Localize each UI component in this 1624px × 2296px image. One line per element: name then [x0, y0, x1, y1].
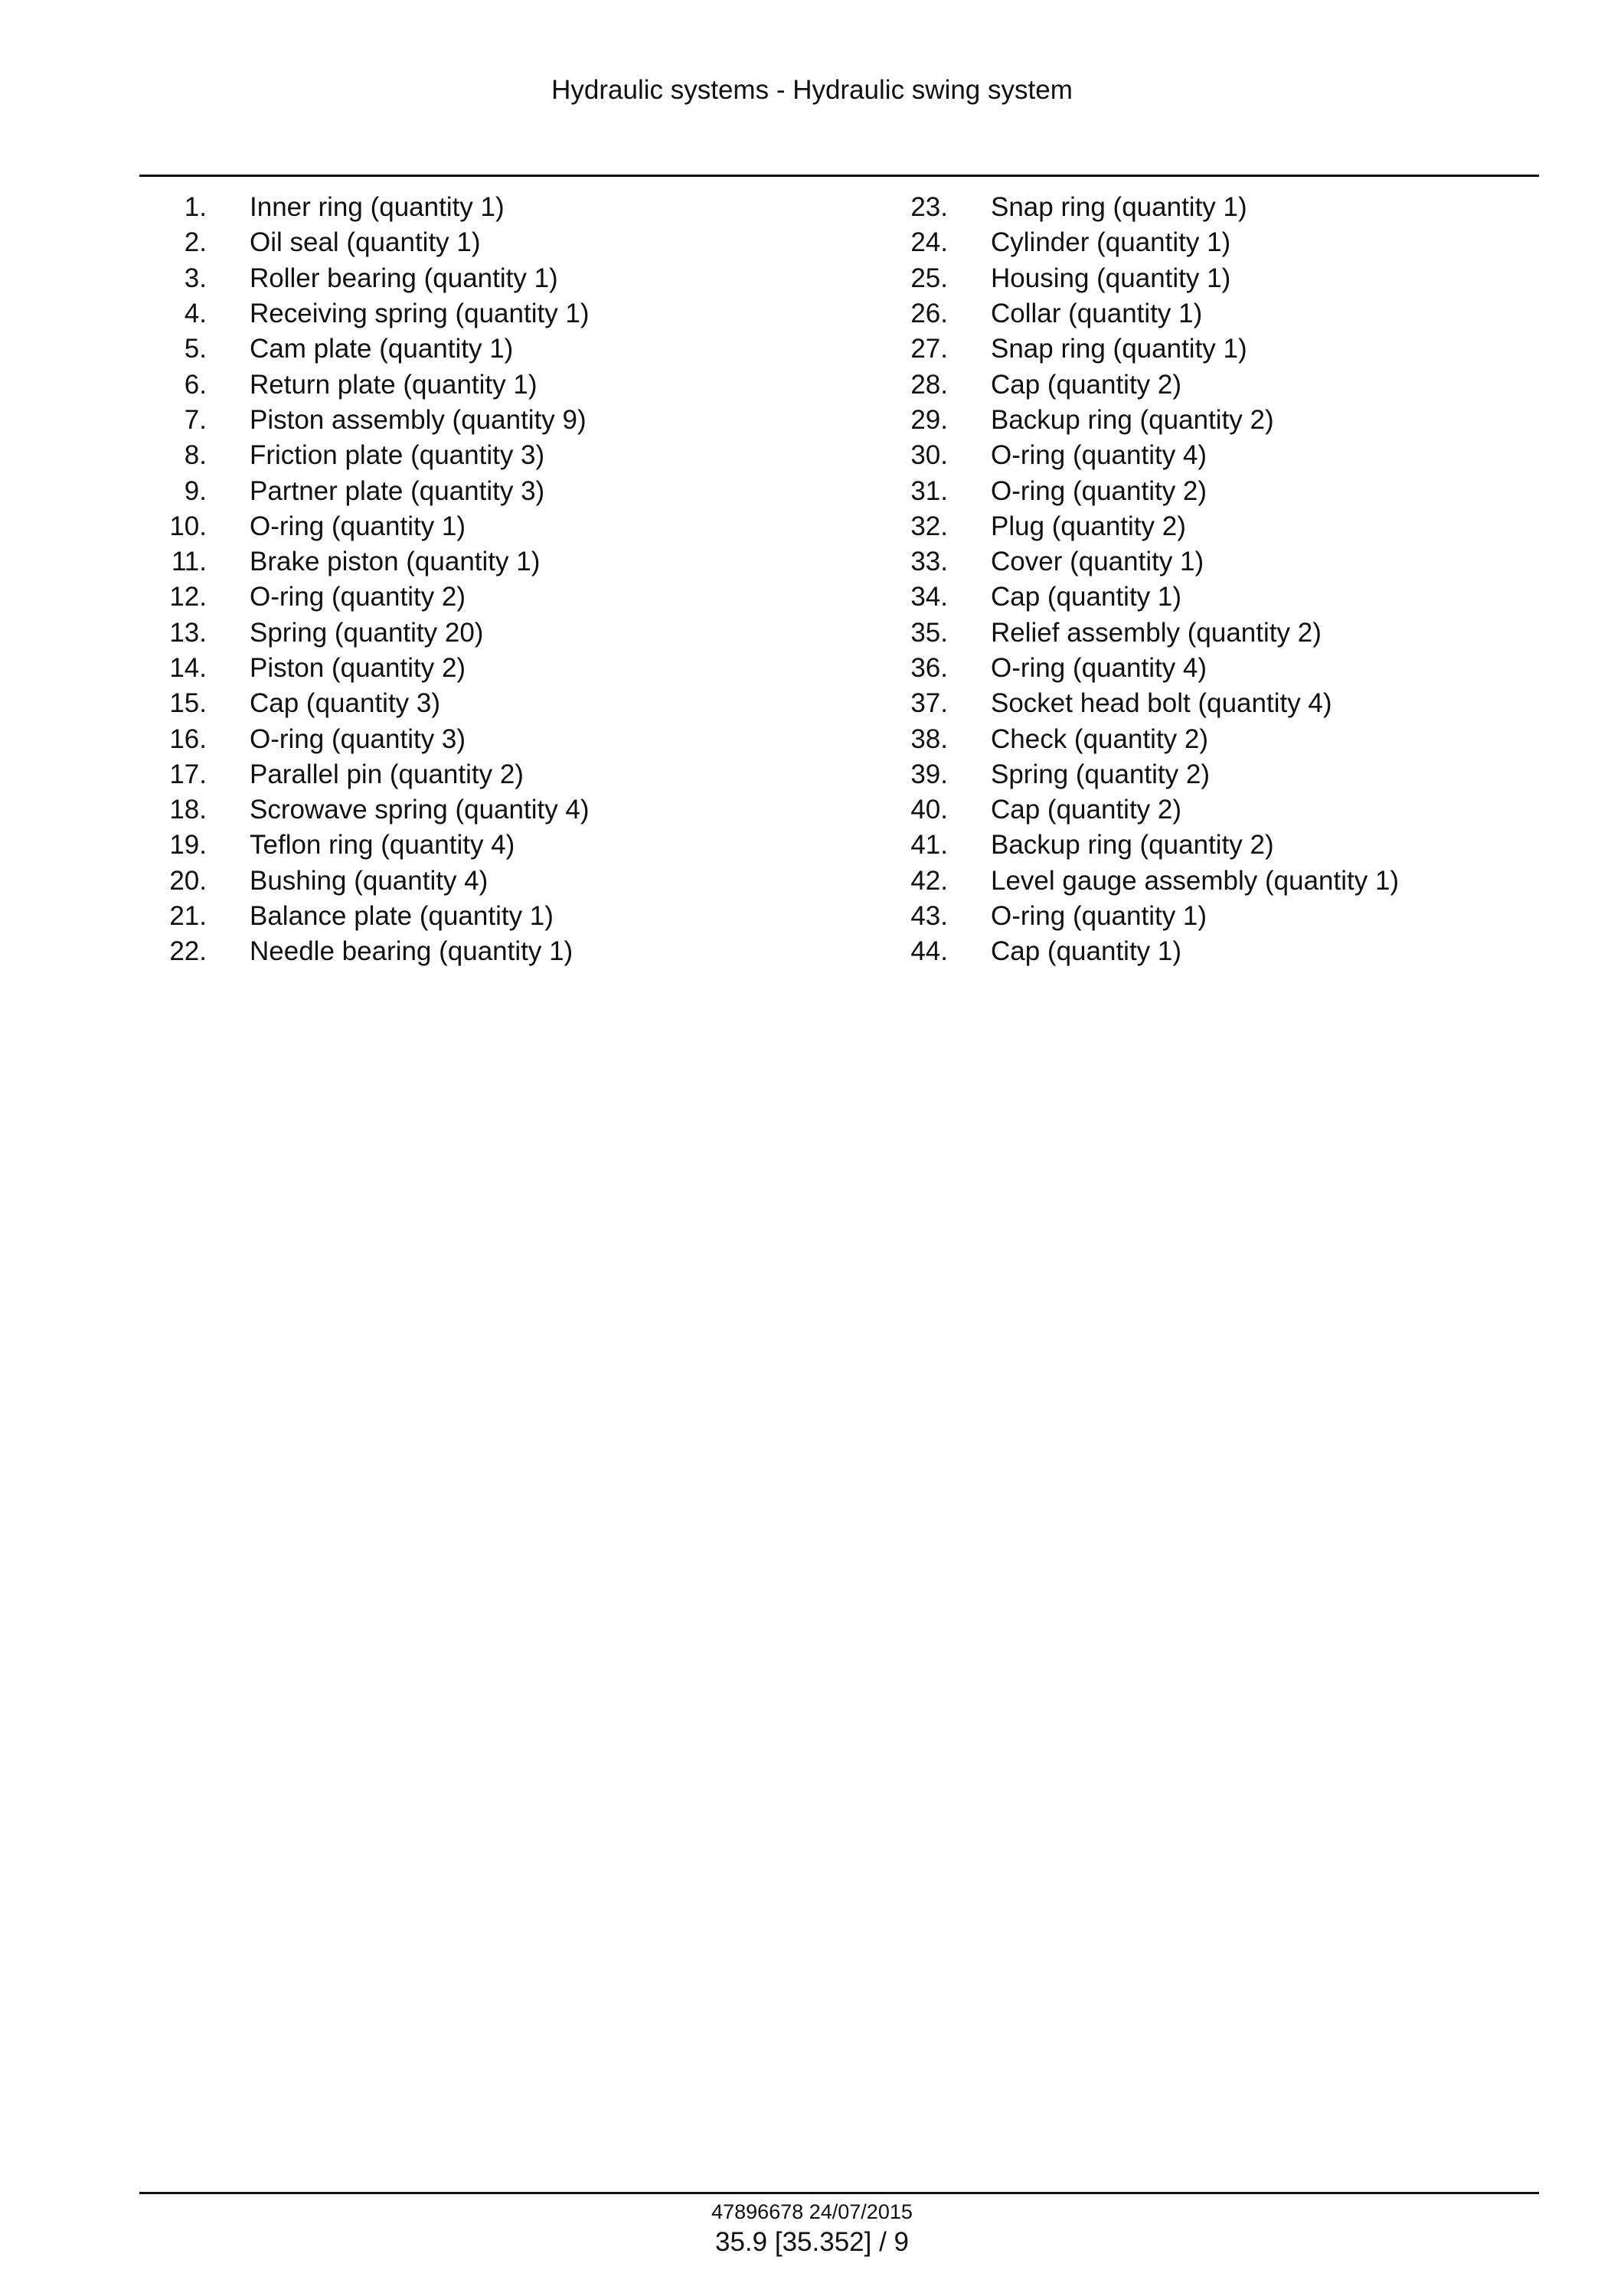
page-header-title: Hydraulic systems - Hydraulic swing system [551, 75, 1073, 105]
parts-list-right [881, 190, 1539, 970]
part-number: 36. [910, 653, 948, 683]
parts-list-item [139, 296, 828, 331]
part-number: 5. [184, 334, 207, 364]
part-description: Spring (quantity 2) [991, 759, 1210, 789]
part-description: Backup ring (quantity 2) [991, 830, 1274, 861]
part-description: Plug (quantity 2) [991, 511, 1186, 541]
part-description: Snap ring (quantity 1) [991, 334, 1247, 364]
part-description: O-ring (quantity 2) [991, 475, 1207, 506]
parts-list-item [139, 757, 828, 792]
part-description: Partner plate (quantity 3) [250, 475, 545, 506]
part-description: O-ring (quantity 3) [250, 723, 466, 754]
part-number: 25. [910, 263, 948, 293]
part-description: Piston assembly (quantity 9) [250, 404, 587, 435]
part-number: 42. [910, 865, 948, 896]
parts-list-item [139, 934, 828, 969]
parts-list-item [881, 367, 1539, 402]
part-description: Inner ring (quantity 1) [250, 192, 505, 223]
part-number: 26. [910, 299, 948, 329]
parts-list-item [139, 225, 828, 260]
parts-list-item [881, 721, 1539, 756]
part-number: 15. [169, 688, 207, 719]
parts-list-item [881, 473, 1539, 508]
parts-list-item [139, 828, 828, 863]
parts-list-item [881, 792, 1539, 828]
parts-list-item [139, 473, 828, 508]
part-number: 39. [910, 759, 948, 789]
part-description: Friction plate (quantity 3) [250, 440, 545, 471]
parts-list-item [139, 403, 828, 438]
part-number: 28. [910, 369, 948, 400]
parts-list-item [881, 190, 1539, 225]
parts-list-item [139, 190, 828, 225]
part-number: 34. [910, 582, 948, 612]
part-description: O-ring (quantity 1) [250, 511, 466, 541]
parts-list-item [881, 864, 1539, 899]
part-description: Cap (quantity 3) [250, 688, 441, 719]
part-number: 30. [910, 440, 948, 471]
part-number: 17. [169, 759, 207, 789]
part-number: 40. [910, 795, 948, 825]
part-description: Cap (quantity 2) [991, 369, 1182, 400]
part-description: Relief assembly (quantity 2) [991, 617, 1322, 648]
part-number: 8. [184, 440, 207, 471]
part-number: 35. [910, 617, 948, 648]
parts-list-item [881, 438, 1539, 473]
parts-list-item [881, 544, 1539, 580]
parts-list-item [139, 367, 828, 402]
part-number: 18. [169, 795, 207, 825]
part-number: 10. [169, 511, 207, 541]
part-number: 2. [184, 227, 207, 258]
part-description: Bushing (quantity 4) [250, 865, 489, 896]
parts-list-item [139, 792, 828, 828]
parts-list-item [139, 331, 828, 367]
part-description: Cap (quantity 2) [991, 795, 1182, 825]
part-number: 1. [184, 192, 207, 223]
part-number: 21. [169, 901, 207, 932]
part-description: Receiving spring (quantity 1) [250, 299, 590, 329]
footer-document-reference: 47896678 24/07/2015 [711, 2200, 913, 2223]
parts-list-item [881, 225, 1539, 260]
parts-list-item [881, 296, 1539, 331]
part-number: 22. [169, 936, 207, 967]
part-description: Parallel pin (quantity 2) [250, 759, 524, 789]
part-number: 32. [910, 511, 948, 541]
footer-divider [139, 2192, 1539, 2194]
part-number: 7. [184, 404, 207, 435]
part-description: Level gauge assembly (quantity 1) [991, 865, 1400, 896]
part-number: 43. [910, 901, 948, 932]
part-description: Housing (quantity 1) [991, 263, 1231, 293]
part-number: 6. [184, 369, 207, 400]
parts-list-item [139, 721, 828, 756]
part-description: Return plate (quantity 1) [250, 369, 538, 400]
part-description: O-ring (quantity 2) [250, 582, 466, 612]
part-number: 16. [169, 723, 207, 754]
parts-list-item [881, 686, 1539, 721]
part-description: O-ring (quantity 4) [991, 653, 1207, 683]
part-number: 37. [910, 688, 948, 719]
parts-list-item [881, 509, 1539, 544]
part-description: Roller bearing (quantity 1) [250, 263, 558, 293]
parts-list-item [881, 403, 1539, 438]
parts-list-item [139, 544, 828, 580]
part-number: 24. [910, 227, 948, 258]
parts-list-item [881, 934, 1539, 969]
parts-list-item [139, 509, 828, 544]
part-description: Cap (quantity 1) [991, 582, 1182, 612]
part-number: 20. [169, 865, 207, 896]
part-number: 38. [910, 723, 948, 754]
part-number: 3. [184, 263, 207, 293]
parts-list-item [881, 616, 1539, 651]
part-number: 27. [910, 334, 948, 364]
parts-list-item [881, 828, 1539, 863]
part-description: Cap (quantity 1) [991, 936, 1182, 967]
part-number: 4. [184, 299, 207, 329]
parts-list-item [881, 757, 1539, 792]
parts-list-item [139, 899, 828, 934]
parts-list-item [139, 580, 828, 615]
part-description: Balance plate (quantity 1) [250, 901, 554, 932]
parts-list-item [881, 899, 1539, 934]
part-number: 44. [910, 936, 948, 967]
parts-list-left [139, 190, 828, 970]
part-description: Cam plate (quantity 1) [250, 334, 514, 364]
part-number: 19. [169, 830, 207, 861]
part-description: Snap ring (quantity 1) [991, 192, 1247, 223]
parts-list-item [139, 864, 828, 899]
parts-list-item [139, 438, 828, 473]
part-description: Cover (quantity 1) [991, 547, 1204, 577]
parts-list-item [139, 686, 828, 721]
part-number: 29. [910, 404, 948, 435]
part-number: 31. [910, 475, 948, 506]
parts-list-item [139, 261, 828, 296]
parts-list-item [881, 261, 1539, 296]
part-description: Scrowave spring (quantity 4) [250, 795, 590, 825]
part-number: 11. [171, 547, 207, 577]
part-description: Backup ring (quantity 2) [991, 404, 1274, 435]
part-number: 13. [169, 617, 207, 648]
part-description: Piston (quantity 2) [250, 653, 466, 683]
parts-list-item [139, 651, 828, 686]
footer-page-reference: 35.9 [35.352] / 9 [715, 2227, 909, 2257]
part-number: 23. [910, 192, 948, 223]
part-description: O-ring (quantity 1) [991, 901, 1207, 932]
part-description: Needle bearing (quantity 1) [250, 936, 573, 967]
part-description: Socket head bolt (quantity 4) [991, 688, 1332, 719]
part-number: 9. [184, 475, 207, 506]
parts-list-item [881, 331, 1539, 367]
part-description: Brake piston (quantity 1) [250, 547, 541, 577]
part-description: Spring (quantity 20) [250, 617, 484, 648]
parts-list-item [139, 616, 828, 651]
part-number: 12. [169, 582, 207, 612]
part-description: Collar (quantity 1) [991, 299, 1203, 329]
part-number: 41. [910, 830, 948, 861]
header-divider [139, 175, 1539, 177]
part-description: Oil seal (quantity 1) [250, 227, 481, 258]
parts-list-item [881, 651, 1539, 686]
part-number: 33. [910, 547, 948, 577]
part-description: O-ring (quantity 4) [991, 440, 1207, 471]
part-description: Cylinder (quantity 1) [991, 227, 1231, 258]
part-description: Teflon ring (quantity 4) [250, 830, 515, 861]
parts-list-item [881, 580, 1539, 615]
part-description: Check (quantity 2) [991, 723, 1209, 754]
part-number: 14. [169, 653, 207, 683]
